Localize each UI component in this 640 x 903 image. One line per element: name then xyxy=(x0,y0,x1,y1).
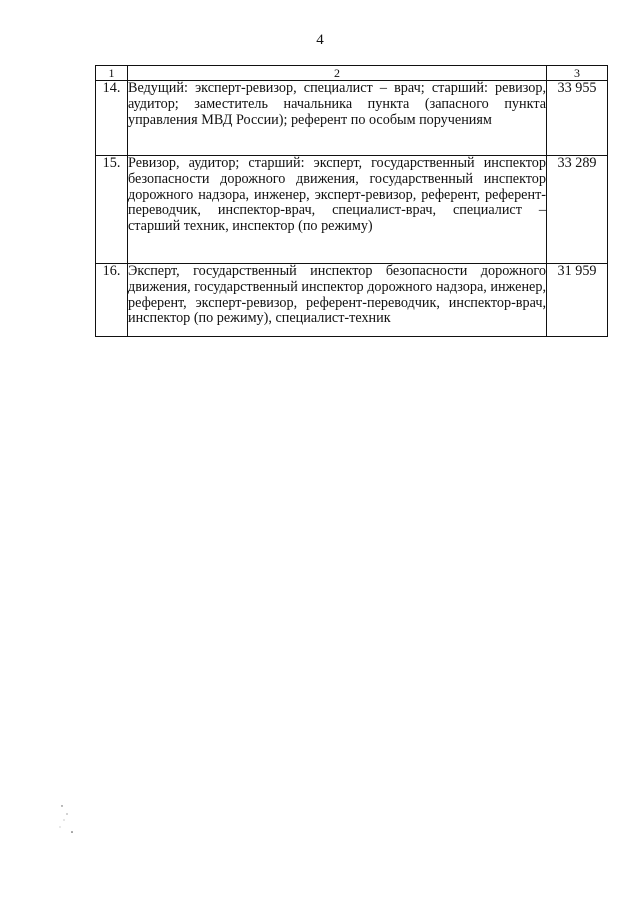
scan-speck xyxy=(66,813,67,814)
scan-speck xyxy=(60,827,61,828)
position-list: Ревизор, аудитор; старший: эксперт, государственный инспектор безопасности дорожного движения, государственный инспектор дорожного надзора, инженер, эксперт-ревизор, референт, референт-переводчик, инспектор-врач, специалист-врач, специалист – старший техник, инспектор (по режиму) xyxy=(128,156,547,264)
salary-table xyxy=(95,65,608,337)
salary-amount: 31 959 xyxy=(547,264,608,337)
column-header-number: 1 xyxy=(96,66,128,81)
scan-speck xyxy=(61,805,62,806)
scan-speck xyxy=(71,831,73,833)
row-number: 15. xyxy=(96,156,128,264)
row-number: 14. xyxy=(96,81,128,156)
table-header-row xyxy=(96,66,608,81)
column-header-position: 2 xyxy=(128,66,547,81)
column-header-amount: 3 xyxy=(547,66,608,81)
salary-amount: 33 289 xyxy=(547,156,608,264)
scan-specks xyxy=(58,802,88,842)
table-row xyxy=(96,156,608,264)
salary-amount: 33 955 xyxy=(547,81,608,156)
position-list: Ведущий: эксперт-ревизор, специалист – врач; старший: ревизор, аудитор; заместитель начальника пункта (запасного пункта управления МВД России); референт по особым поручениям xyxy=(128,81,547,156)
page-number: 4 xyxy=(316,32,324,48)
position-list: Эксперт, государственный инспектор безопасности дорожного движения, государственный инспектор дорожного надзора, инженер, референт, эксперт-ревизор, референт-переводчик, инспектор-врач, инспектор (по режиму), специалист-техник xyxy=(128,264,547,337)
row-number: 16. xyxy=(96,264,128,337)
table-row xyxy=(96,81,608,156)
table-row xyxy=(96,264,608,337)
scan-speck xyxy=(64,820,65,821)
